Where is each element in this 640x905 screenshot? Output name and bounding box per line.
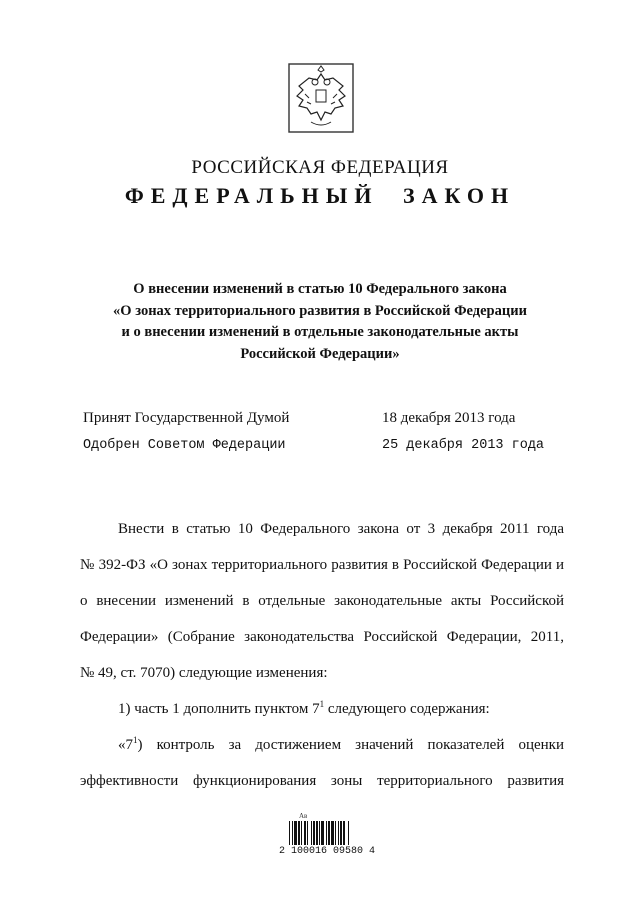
amendment-paragraph bbox=[80, 511, 564, 799]
item-1-suffix: следующего содержания: bbox=[324, 701, 490, 717]
paragraph-line: о внесении изменений в отдельные законодательные акты Российской bbox=[80, 593, 564, 609]
paragraph-line: эффективности функционирования зоны территориального развития bbox=[80, 773, 564, 789]
barcode-image bbox=[287, 810, 377, 850]
council-approval-date: 25 декабря 2013 года bbox=[382, 438, 545, 453]
quote-rest: ) контроль за достижением значений показателей оценки bbox=[137, 737, 564, 753]
document-type-heading: ФЕДЕРАЛЬНЫЙ ЗАКОН bbox=[124, 183, 516, 208]
council-approval-label: Одобрен Советом Федерации bbox=[83, 438, 286, 453]
item-1-superscript: 1 bbox=[319, 699, 325, 709]
barcode-number: 2 100016 09580 4 bbox=[279, 846, 376, 857]
law-title-line: О внесении изменений в статью 10 Федерального закона bbox=[133, 281, 507, 297]
quote-superscript: 1 bbox=[133, 735, 138, 745]
law-title-line: и о внесении изменений в отдельные законодательные акты bbox=[121, 324, 519, 340]
quoted-item-line bbox=[80, 727, 564, 763]
svg-text:Ав: Ав bbox=[299, 812, 308, 820]
duma-adoption-date: 18 декабря 2013 года bbox=[382, 410, 516, 426]
country-heading: РОССИЙСКАЯ ФЕДЕРАЦИЯ bbox=[191, 157, 449, 178]
paragraph-line: Внести в статью 10 Федерального закона от 3 декабря 2011 года bbox=[118, 521, 564, 537]
item-1-line bbox=[80, 691, 564, 727]
paragraph-line: № 49, ст. 7070) следующие изменения: bbox=[80, 665, 328, 681]
law-title-line: «О зонах территориального развития в Российской Федерации bbox=[113, 302, 527, 319]
paragraph-line: № 392-ФЗ «О зонах территориального развития в Российской Федерации и bbox=[80, 557, 564, 573]
law-title-line: Российской Федерации» bbox=[240, 345, 400, 362]
quote-prefix: «7 bbox=[118, 737, 133, 753]
coat-of-arms-emblem bbox=[285, 60, 357, 136]
duma-adoption-label: Принят Государственной Думой bbox=[83, 410, 290, 426]
paragraph-line: Федерации» (Собрание законодательства Российской Федерации, 2011, bbox=[80, 629, 564, 645]
item-1-prefix: 1) часть 1 дополнить пунктом 7 bbox=[118, 701, 320, 717]
law-title bbox=[60, 279, 580, 365]
